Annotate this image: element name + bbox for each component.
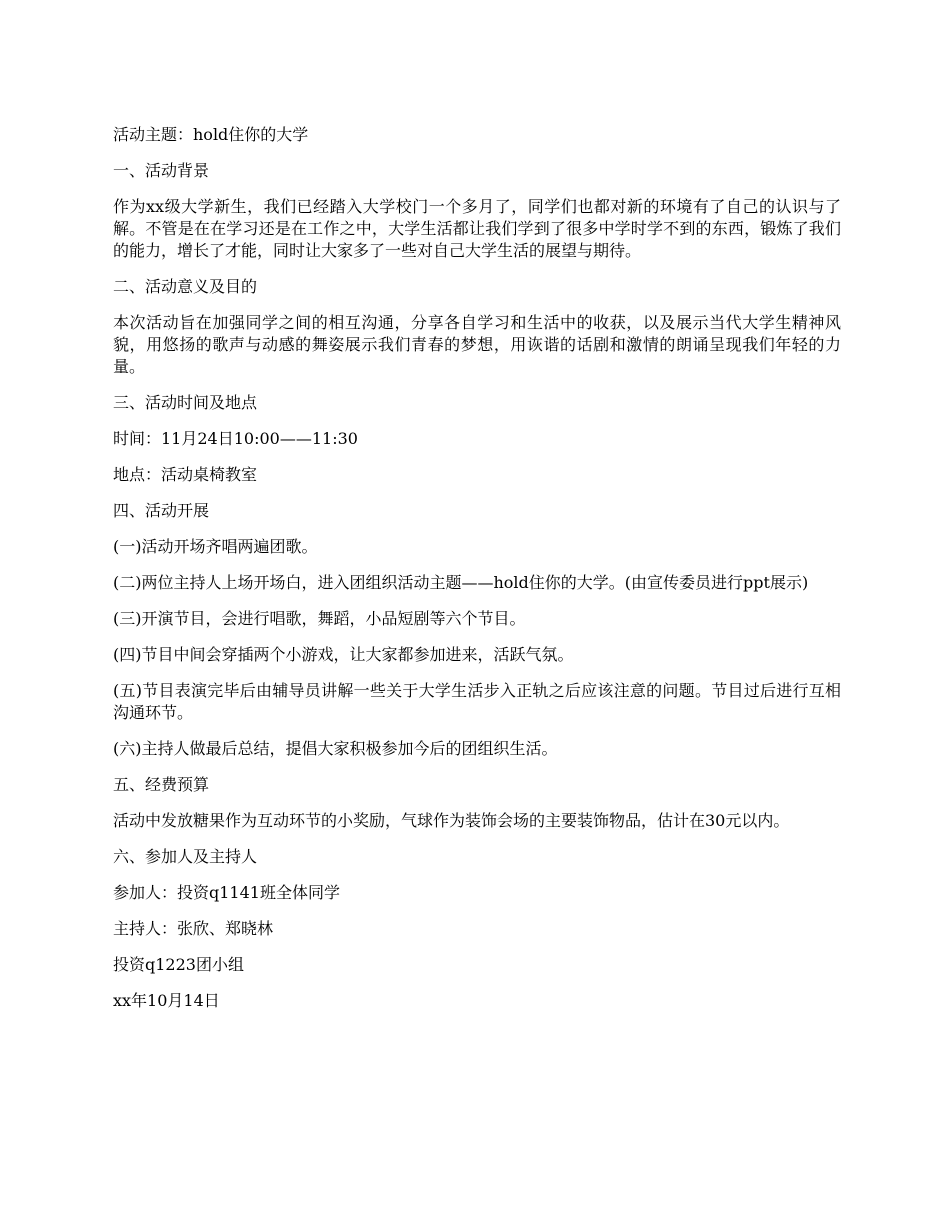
procedure-item-2: (二)两位主持人上场开场白，进入团组织活动主题——hold住你的大学。(由宣传委员进行ppt展示) — [113, 573, 809, 592]
section-heading-participants: 六、参加人及主持人 — [113, 847, 258, 866]
procedure-item-3: (三)开演节目，会进行唱歌，舞蹈，小品短剧等六个节目。 — [113, 609, 526, 628]
procedure-item-1: (一)活动开场齐唱两遍团歌。 — [113, 537, 318, 556]
procedure-item-4: (四)节目中间会穿插两个小游戏，让大家都参加进来，活跃气氛。 — [113, 645, 574, 664]
document-body — [113, 124, 841, 1026]
hosts-line: 主持人：张欣、郑晓林 — [113, 919, 274, 938]
procedure-item-6: (六)主持人做最后总结，提倡大家积极参加今后的团组织生活。 — [113, 739, 558, 758]
budget-paragraph: 活动中发放糖果作为互动环节的小奖励，气球作为装饰会场的主要装饰物品，估计在30元以内。 — [113, 811, 790, 830]
section-heading-procedure: 四、活动开展 — [113, 501, 210, 520]
background-paragraph: 作为xx级大学新生，我们已经踏入大学校门一个多月了，同学们也都对新的环境有了自己的认识与了解。不管是在在学习还是在工作之中，大学生活都让我们学到了很多中学时学不到的东西，锻炼了我们的能力，增长了才能，同时让大家多了一些对自己大学生活的展望与期待。 — [113, 197, 841, 260]
procedure-item-5: (五)节目表演完毕后由辅导员讲解一些关于大学生活步入正轨之后应该注意的问题。节目过后进行互相沟通环节。 — [113, 681, 841, 722]
section-heading-budget: 五、经费预算 — [113, 775, 210, 794]
activity-theme: 活动主题：hold住你的大学 — [113, 125, 309, 144]
participants-line: 参加人：投资q1141班全体同学 — [113, 883, 340, 902]
purpose-paragraph: 本次活动旨在加强同学之间的相互沟通，分享各自学习和生活中的收获，以及展示当代大学生精神风貌，用悠扬的歌声与动感的舞姿展示我们青春的梦想，用诙谐的话剧和激情的朗诵呈现我们年轻的力量。 — [113, 313, 841, 376]
date-line: xx年10月14日 — [113, 991, 220, 1010]
time-line: 时间：11月24日10:00——11:30 — [113, 429, 358, 448]
place-line: 地点：活动桌椅教室 — [113, 465, 258, 484]
section-heading-time-place: 三、活动时间及地点 — [113, 393, 258, 412]
section-heading-purpose: 二、活动意义及目的 — [113, 277, 258, 296]
section-heading-background: 一、活动背景 — [113, 161, 210, 180]
organizer-line: 投资q1223团小组 — [113, 955, 244, 974]
